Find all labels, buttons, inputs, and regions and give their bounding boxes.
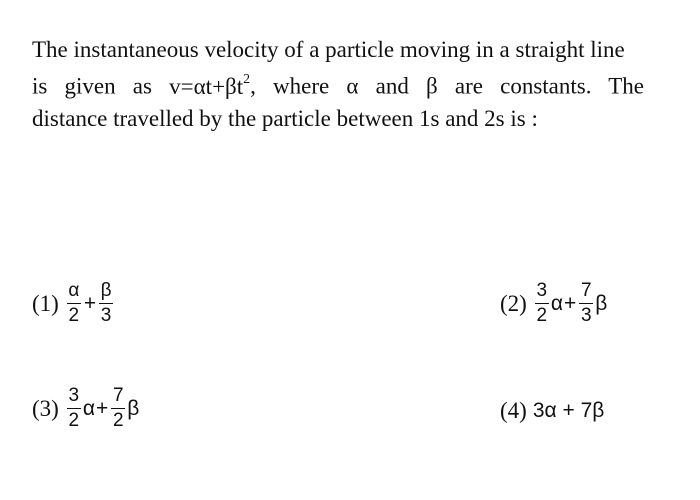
option-2[interactable] [500, 280, 607, 327]
option-3[interactable] [32, 385, 139, 432]
formula-v: v [169, 73, 181, 99]
formula-beta-t: βt [225, 73, 244, 99]
option-2-frac1-denominator: 2 [536, 305, 548, 327]
option-3-symbol-2: β [127, 396, 140, 420]
option-2-symbol-2: β [595, 291, 608, 315]
option-1-frac2-denominator: 3 [100, 305, 112, 327]
option-1-fraction-2 [99, 280, 113, 327]
formula-plus: + [212, 73, 226, 99]
option-1-operator: + [83, 291, 97, 315]
option-2-frac1-numerator: 3 [536, 280, 548, 301]
option-2-label: (2) [500, 290, 527, 316]
question-line-3: distance travelled by the particle between 1s and 2s is : [32, 105, 538, 131]
question-text [32, 34, 644, 135]
question-line-2-prefix: is given as [32, 73, 152, 99]
option-1-frac1-numerator: α [68, 280, 80, 301]
option-1-frac1-denominator: 2 [68, 305, 80, 327]
option-2-frac2-numerator: 7 [580, 280, 592, 301]
fraction-bar [67, 303, 81, 304]
option-3-frac2-denominator: 2 [112, 410, 124, 432]
formula-exponent: 2 [243, 72, 251, 87]
question-line-2 [32, 66, 644, 103]
fraction-bar [579, 303, 593, 304]
option-3-fraction-2 [111, 385, 125, 432]
option-3-frac1-numerator: 3 [68, 385, 80, 406]
formula-alpha-t: αt [193, 73, 213, 99]
option-3-label: (3) [32, 395, 59, 421]
option-3-operator: + [95, 396, 109, 420]
option-4-expression: 3α + 7β [532, 399, 605, 422]
fraction-bar [99, 303, 113, 304]
option-3-frac1-denominator: 2 [68, 410, 80, 432]
option-4-label: (4) [500, 398, 527, 423]
question-line-2-suffix: , where α and β are constants. The [250, 73, 644, 99]
option-1-frac2-numerator: β [100, 280, 112, 301]
option-3-fraction-1 [67, 385, 81, 432]
option-3-symbol-1: α [82, 396, 95, 420]
option-2-frac2-denominator: 3 [580, 305, 592, 327]
formula-equals: = [180, 73, 194, 99]
fraction-bar [535, 303, 549, 304]
option-2-symbol-1: α [550, 291, 563, 315]
option-3-frac2-numerator: 7 [112, 385, 124, 406]
option-1-fraction-1 [67, 280, 81, 327]
option-2-fraction-1 [535, 280, 549, 327]
fraction-bar [67, 408, 81, 409]
option-2-operator: + [563, 291, 577, 315]
option-1[interactable] [32, 280, 115, 327]
option-1-label: (1) [32, 290, 59, 316]
velocity-formula [169, 74, 250, 99]
option-4[interactable] [500, 398, 604, 424]
option-2-fraction-2 [579, 280, 593, 327]
question-line-1: The instantaneous velocity of a particle moving in a straight line [32, 37, 625, 62]
fraction-bar [111, 408, 125, 409]
